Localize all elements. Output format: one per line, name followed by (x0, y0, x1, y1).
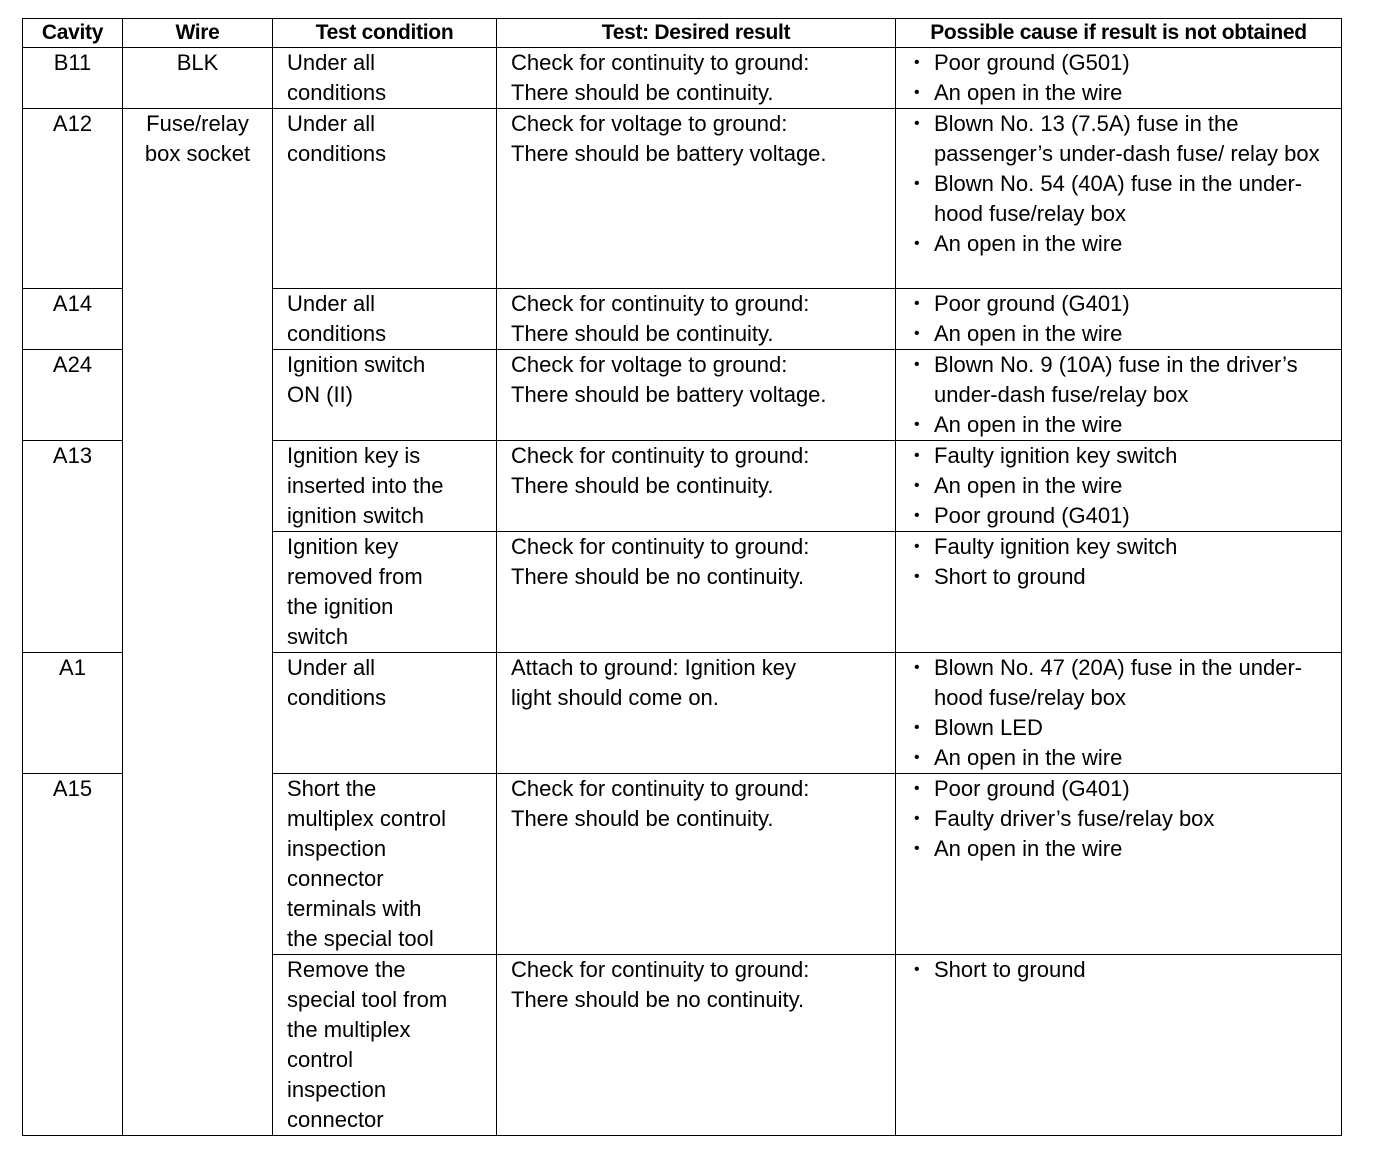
cause-list (910, 109, 1341, 259)
condition-line: special tool from (287, 987, 448, 1012)
result-line: There should be continuity. (511, 806, 774, 831)
condition-line: inspection (287, 1077, 387, 1102)
condition-line: inserted into the (287, 473, 444, 498)
test-condition-cell (273, 441, 497, 532)
cause-list (910, 289, 1341, 349)
cause-list (910, 532, 1341, 592)
result-line: There should be continuity. (511, 321, 774, 346)
condition-line: removed from (287, 564, 423, 589)
condition-line: Under all (287, 291, 376, 316)
condition-line: connector (287, 1107, 384, 1132)
condition-line: conditions (287, 321, 387, 346)
header-wire: Wire (123, 19, 273, 48)
condition-line: Remove the (287, 957, 406, 982)
desired-result-cell (497, 109, 896, 289)
test-condition-cell (273, 109, 497, 289)
cause-item: • Blown No. 9 (10A) fuse in the driver’s under-dash fuse/relay box (910, 350, 1341, 410)
possible-cause-cell (896, 653, 1342, 774)
result-line: Check for continuity to ground: (511, 534, 810, 559)
cause-item: • Poor ground (G501) (910, 48, 1341, 78)
condition-line: Ignition key is (287, 443, 421, 468)
condition-line: Ignition key (287, 534, 399, 559)
cause-item: • An open in the wire (910, 229, 1341, 259)
cause-item: • Blown No. 13 (7.5A) fuse in the passenger’s under-dash fuse/ relay box (910, 109, 1341, 169)
cavity-cell: A24 (23, 350, 123, 441)
condition-line: multiplex control (287, 806, 446, 831)
condition-line: Short the (287, 776, 377, 801)
test-condition-cell (273, 289, 497, 350)
cause-item: • Faulty ignition key switch (910, 441, 1341, 471)
test-condition-cell (273, 532, 497, 653)
cause-item: • Blown LED (910, 713, 1341, 743)
test-condition-cell (273, 350, 497, 441)
condition-line: switch (287, 624, 349, 649)
possible-cause-cell (896, 955, 1342, 1136)
result-line: Attach to ground: Ignition key (511, 655, 796, 680)
test-condition-cell (273, 653, 497, 774)
result-line: Check for continuity to ground: (511, 443, 810, 468)
cause-item: • Short to ground (910, 955, 1341, 985)
possible-cause-cell (896, 109, 1342, 289)
desired-result-cell (497, 350, 896, 441)
possible-cause-cell (896, 441, 1342, 532)
cause-list (910, 774, 1341, 864)
test-condition-cell (273, 774, 497, 955)
possible-cause-cell (896, 532, 1342, 653)
condition-line: control (287, 1047, 354, 1072)
result-line: There should be continuity. (511, 473, 774, 498)
result-line: Check for continuity to ground: (511, 957, 810, 982)
cause-item: • Poor ground (G401) (910, 774, 1341, 804)
desired-result-cell (497, 653, 896, 774)
desired-result-cell (497, 289, 896, 350)
result-line: There should be no continuity. (511, 987, 805, 1012)
result-line: There should be battery voltage. (511, 141, 827, 166)
cause-item: • An open in the wire (910, 743, 1341, 773)
cause-item: • Poor ground (G401) (910, 501, 1341, 531)
condition-line: the ignition (287, 594, 394, 619)
cause-item: • Blown No. 54 (40A) fuse in the under-hood fuse/relay box (910, 169, 1341, 229)
result-line: Check for continuity to ground: (511, 291, 810, 316)
possible-cause-cell (896, 774, 1342, 955)
condition-line: ON (II) (287, 382, 353, 407)
cause-item: • An open in the wire (910, 78, 1341, 108)
condition-line: Under all (287, 50, 376, 75)
result-line: Check for voltage to ground: (511, 111, 788, 136)
cause-list (910, 350, 1341, 440)
condition-line: Under all (287, 111, 376, 136)
cause-item: • Faulty driver’s fuse/relay box (910, 804, 1341, 834)
cause-list (910, 48, 1341, 108)
condition-line: inspection (287, 836, 387, 861)
wire-cell (123, 109, 273, 1136)
condition-line: conditions (287, 141, 387, 166)
desired-result-cell (497, 774, 896, 955)
cause-list (910, 653, 1341, 773)
test-condition-cell (273, 955, 497, 1136)
header-desired-result: Test: Desired result (497, 19, 896, 48)
condition-line: Under all (287, 655, 376, 680)
desired-result-cell (497, 955, 896, 1136)
cause-list (910, 955, 1341, 985)
condition-line: conditions (287, 80, 387, 105)
desired-result-cell (497, 441, 896, 532)
possible-cause-cell (896, 48, 1342, 109)
cause-item: • An open in the wire (910, 410, 1341, 440)
condition-line: terminals with (287, 896, 422, 921)
cause-item: • Blown No. 47 (20A) fuse in the under-hood fuse/relay box (910, 653, 1341, 713)
table-row (23, 109, 1342, 289)
cause-item: • Poor ground (G401) (910, 289, 1341, 319)
cavity-cell: A14 (23, 289, 123, 350)
result-line: Check for voltage to ground: (511, 352, 788, 377)
result-line: Check for continuity to ground: (511, 776, 810, 801)
table-row (23, 48, 1342, 109)
desired-result-cell (497, 48, 896, 109)
result-line: There should be battery voltage. (511, 382, 827, 407)
result-line: There should be continuity. (511, 80, 774, 105)
cavity-cell: A1 (23, 653, 123, 774)
header-test-condition: Test condition (273, 19, 497, 48)
condition-line: the special tool (287, 926, 434, 951)
condition-line: conditions (287, 685, 387, 710)
cavity-cell: B11 (23, 48, 123, 109)
cause-list (910, 441, 1341, 531)
wire-label: Fuse/relay box socket (144, 111, 251, 166)
connector-test-table (22, 18, 1342, 1136)
result-line: There should be no continuity. (511, 564, 805, 589)
cause-item: • An open in the wire (910, 834, 1341, 864)
possible-cause-cell (896, 350, 1342, 441)
cavity-cell: A12 (23, 109, 123, 289)
condition-line: the multiplex (287, 1017, 411, 1042)
cause-item: • Short to ground (910, 562, 1341, 592)
header-cavity: Cavity (23, 19, 123, 48)
cavity-cell: A13 (23, 441, 123, 653)
result-line: Check for continuity to ground: (511, 50, 810, 75)
condition-line: connector (287, 866, 384, 891)
cause-item: • An open in the wire (910, 471, 1341, 501)
condition-line: Ignition switch (287, 352, 426, 377)
possible-cause-cell (896, 289, 1342, 350)
cavity-cell: A15 (23, 774, 123, 1136)
cause-item: • Faulty ignition key switch (910, 532, 1341, 562)
desired-result-cell (497, 532, 896, 653)
cause-item: • An open in the wire (910, 319, 1341, 349)
header-possible-cause: Possible cause if result is not obtained (896, 19, 1342, 48)
condition-line: ignition switch (287, 503, 424, 528)
header-row (23, 19, 1342, 48)
wire-cell: BLK (123, 48, 273, 109)
test-condition-cell (273, 48, 497, 109)
result-line: light should come on. (511, 685, 719, 710)
